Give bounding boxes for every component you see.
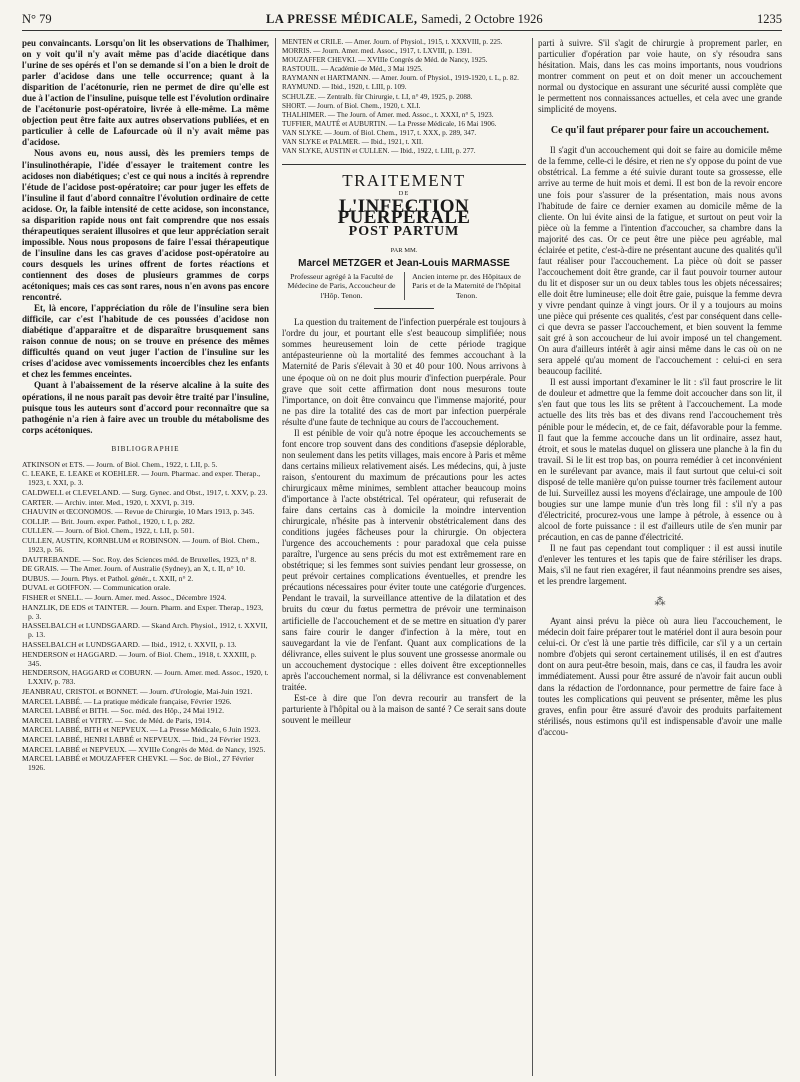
reference-item: HASSELBALCH et LUNDSGAARD. — Ibid., 1912, t. XXVII, p. 13. (22, 640, 237, 650)
reference-item: MOUZAFFER CHEVKI. — XVIIIe Congrès de Méd. de Nancy, 1925. (282, 56, 488, 65)
reference-item: RASTOUIL. — Académie de Méd., 3 Mai 1925. (282, 65, 423, 74)
article-title-top: TRAITEMENT (342, 170, 466, 190)
body-paragraph: parti à suivre. S'il s'agit de chirurgie à proprement parler, en particulier d'opération par voie haute, on s'y résoudra sans hésitation. Mais, dans les cas moins importants, nous voudrions montrer comment on peut et on doit mener un accouchement normal ou dystocique en assurant une sécurité aussi complète que le permettent nos connaissances actuelles, et cela avec une grande simplicité de moyens. (538, 38, 782, 115)
reference-item: RAYMANN et HARTMANN. — Amer. Journ. of Physiol., 1919-1920, t. L, p. 82. (282, 74, 519, 83)
title-rule (374, 308, 434, 309)
reference-item: MENTEN et CRILE. — Amer. Journ. of Physiol., 1915, t. XXXVIII, p. 225. (282, 38, 503, 46)
reference-item: HENDERSON et HAGGARD. — Journ. of Biol. Chem., 1918, t. XXXIII, p. 345. (22, 649, 257, 668)
reference-item: THALHIMER. — The Journ. of Amer. med. Assoc., t. XXXI, n° 5, 1923. (282, 110, 494, 119)
body-paragraph: Il ne faut pas cependant tout compliquer : il est aussi inutile d'enlever les tentures et les tapis que de faire stériliser les draps. Mais, s'il ne faut rien exagérer, il faut néanmoins prendre ses aises, et les prendre largement. (538, 543, 782, 587)
article-title-sub: POST PARTUM (348, 223, 460, 239)
body-paragraph: Il s'agit d'un accouchement qui doit se faire au domicile même de la femme, celle-ci le désire, et rien ne s'y oppose du point de vue obstétrical. La femme a été suivie durant toute sa grossesse, elle arrive au terme de huit mois et demi. Il est bon de la revoir encore une fois pour s'assurer de la présentation, mais nous avons l'habitude de faire ce dernier examen au domicile même de la cliente. On lui évite ainsi de la fatigue, et surtout on peut voir la pièce où la femme a l'intention d'accoucher, sa chambre dans la majorité des cas. Or ce peut être une pièce peu agréable, mal éclairée et petite, c'est-à-dire ne présentant aucune des qualités qu'il faut réaliser pour l'accouchement. La pièce où doit se passer l'accouchement doit être grande, car il faut pouvoir tourner autour du lit et disposer sur un ou deux tables tous les objets nécessaires; elle doit être lumineuse; elle doit être gaie, puisque la femme devra y vivre pendant quinze à vingt jours. Or il y a toujours au moins une pièce qui présente ces qualités, c'est par conséquent dans celle-ci que devra se passer l'accouchement, et bien souvent la femme sait gré à son accoucheur de lui avoir imposé un tel changement. On aura d'ailleurs intérêt à agir ainsi même dans le cas où on ne sera appelé qu'au moment de l'accouchement : celui-ci en sera beaucoup facilité. (538, 145, 782, 377)
running-title (266, 12, 543, 27)
column-right (538, 38, 782, 1076)
affiliation-right: Ancien interne pr. des Hôpitaux de Paris et de la Maternité de l'hôpital Tenon. (412, 272, 521, 300)
reference-item: MARCEL LABBÉ. — La pratique médicale française, Février 1926. (22, 696, 232, 706)
body-paragraph: Nous avons eu, nous aussi, dès les premiers temps de l'insulinothérapie, l'idée d'essayer le traitement contre les acidoses non diabétiques; c'est ce qui nous a incités à reprendre l'étude de l'acidose post-opératoire; car pour juger les effets de l'insuline il faut d'abord connaître l'évolution ordinaire de cette acidose. Or, la faible intensité de cette acidose, son inconstance, sa disparition rapide nous ont fait comprendre que nos essais thérapeutiques seraient illusoires et que leur appréciation serait impossible. Nous nous proposons de faire l'essai thérapeutique de l'insuline dans les cas graves d'acidose post-opératoire au cours desquels les urines offrent de fortes réactions et contiennent des doses de plusieurs grammes de corps acétoniques; mais ces cas sont rares, nous n'en avons pas encore rencontré. (22, 148, 269, 303)
reference-item: COLLIP. — Brit. Journ. exper. Pathol., 1920, t. I, p. 282. (22, 516, 195, 526)
column-divider (532, 38, 533, 1076)
reference-item: MARCEL LABBÉ et MOUZAFFER CHEVKI. — Soc. de Biol., 27 Février 1926. (22, 754, 254, 773)
reference-item: ATKINSON et ETS. — Journ. of Biol. Chem., 1922, t. LII, p. 5. (22, 459, 218, 469)
reference-item: VAN SLYKE et PALMER. — Ibid., 1921, t. XII. (282, 138, 424, 147)
body-paragraph: Et, là encore, l'appréciation du rôle de l'insuline sera bien difficile, car c'est l'habitude de ces poussées d'acidose non diabétique d'apparaître et de disparaître brusquement sans raison connue de nous; on se trouve en présence des mêmes difficultés quand on veut juger l'action de l'insuline sur les crises d'acidose avec vomissements incoercibles chez les enfants et chez les femmes enceintes. (22, 303, 269, 380)
bibliography-list (22, 460, 269, 773)
reference-item: HASSELBALCH et LUNDSGAARD. — Skand Arch. Physiol., 1912, t. XXVII, p. 13. (22, 621, 268, 640)
reference-item: MARCEL LABBÉ, HENRI LABBÉ et NEPVEUX. — Ibid., 24 Février 1923. (22, 734, 261, 744)
reference-item: JEANBRAU, CRISTOL et BONNET. — Journ. d'Urologie, Mai-Juin 1921. (22, 686, 253, 696)
affiliation-divider (404, 272, 405, 300)
reference-item: CALDWELL et CLEVELAND. — Surg. Gynec. and Obst., 1917, t. XXV, p. 23. (22, 488, 268, 498)
reference-item: VAN SLYKE, AUSTIN et CULLEN. — Ibid., 1922, t. LIII, p. 277. (282, 147, 476, 156)
column-divider (275, 38, 276, 1076)
bibliography-list-continued (282, 38, 526, 156)
article-authors: Marcel METZGER et Jean-Louis MARMASSE (298, 258, 510, 269)
reference-item: DE GRAIS. — The Amer. Journ. of Australie (Sydney), an X, t. II, n° 10. (22, 564, 246, 574)
reference-item: CULLEN. — Journ. of Biol. Chem., 1922, t. LII, p. 501. (22, 526, 195, 536)
reference-item: RAYMUND. — Ibid., 1920, t. LIII, p. 109. (282, 83, 407, 92)
article-title-main: L'INFECTION PUERPÉRALE (337, 195, 471, 228)
reference-item: SCHULZE. — Zentralb. für Chirurgie, t. LI, n° 49, 1925, p. 2088. (282, 92, 473, 101)
reference-item: MARCEL LABBÉ, BITH et NEPVEUX. — La Presse Médicale, 6 Juin 1923. (22, 725, 261, 735)
reference-item: SHORT. — Journ. of Biol. Chem., 1920, t. XLI. (282, 101, 421, 110)
reference-item: HANZLIK, DE EDS et TAINTER. — Journ. Pharm. and Exper. Therap., 1923, p. 3. (22, 602, 264, 621)
issue-date: Samedi, 2 Octobre 1926 (421, 11, 543, 26)
reference-item: CARTER. — Archiv. inter. Med., 1920, t. XXVI, p. 319. (22, 497, 195, 507)
reference-item: DUBUS. — Journ. Phys. et Pathol. génér., t. XXII, n° 2. (22, 573, 194, 583)
article-title-de: DE (398, 189, 410, 197)
body-paragraph: Est-ce à dire que l'on devra recourir au transfert de la parturiente à l'hôpital ou à la maison de santé ? Ce serait sans doute souvent le meilleur (282, 692, 526, 725)
reference-item: MARCEL LABBÉ et BITH. — Soc. méd. des Hôp., 24 Mai 1912. (22, 706, 224, 716)
issue-number: N° 79 (22, 11, 52, 26)
page-number: 1235 (756, 11, 782, 26)
journal-name: LA PRESSE MÉDICALE, (265, 11, 418, 26)
body-paragraph: Il est pénible de voir qu'à notre époque les accouchements se font encore trop souvent dans des conditions d'asepsie déplorable, non seulement dans les petits villages, mais encore à Paris et même dans certains milieux relativement aisés. Les médecins, qui, à juste raison, s'entourent du maximum de précautions pour les actes chirurgicaux même minimes, semblent attacher beaucoup moins d'importance à l'acte obstétrical. Tel opérateur, qui refuserait de faire dans certains cas à domicile la moindre intervention chirurgicale, n'hésite pas à intervenir obstétricalement dans des conditions jugées fâcheuses pour la chirurgie. On objectera l'urgence des accouchements : pour paradoxal que cela puisse paraître, l'urgence au sens précis du mot est extrêmement rare en obstétrique; si les femmes sont suivies pendant leur grossesse, on peut prévoir certaines complications éventuelles, et prendre les précautions nécessaires pour éviter toute une catégorie d'urgences. Pendant le travail, la surveillance attentive de la dilatation et des bruits du cœur du fœtus permettra de prévoir une terminaison artificielle de l'accouchement et de se mettre en situation d'y parer sans faire courir le danger d'infection à la mère, tout en sauvegardant la vie de l'enfant. Quant aux complications de la délivrance, elles suivent le plus souvent une grossesse anormale ou un accouchement dystocique : elles doivent être exceptionnelles après l'accouchement normal, si la délivrance est convenablement traitée. (282, 427, 526, 692)
body-paragraph: Quant à l'abaissement de la réserve alcaline à la suite des opérations, il ne nous paraît pas devoir être traité par l'insuline, puisque tous les auteurs sont d'accord pour reconnaître que sa pathogénie n'a rien à faire avec un trouble du métabolisme des corps acétoniques. (22, 380, 269, 435)
reference-item: DAUTREBANDE. — Soc. Roy. des Sciences méd. de Bruxelles, 1923, n° 8. (22, 554, 257, 564)
body-paragraph: Il est aussi important d'examiner le lit : s'il faut proscrire le lit de douleur et admettre que la femme doit accoucher dans son lit, il s'en faut que tous les lits se prêtent à l'accouchement. La mode actuelle des lits très bas et des divans rend l'accouchement très pénible pour le médecin, et, de ce fait, défavorable pour la femme. Il faut que la femme accouche dans un lit ordinaire, assez haut, étroit, et sous le matelas duquel on glissera une planche à la fin du travail. Si le lit est trop bas, on pourra remédier à cet inconvénient en le surélevant par avance, mais il faut surtout que celui-ci soit disposé de telle manière qu'on puisse tourner très facilement autour de lui. Surveillez aussi les moyens d'éclairage, une ampoule de 100 bougies sur une lampe munie d'un très long fil : s'il n'y a pas d'électricité, procurez-vous une lampe à pétrole, à essence ou à alcool de forte puissance : il est d'ailleurs utile de s'en munir par précaution, en cas de panne d'électricité. (538, 377, 782, 542)
reference-item: CHAUVIN et ŒCONOMOS. — Revue de Chirurgie, 10 Mars 1913, p. 345. (22, 507, 255, 517)
column-middle (282, 38, 526, 1076)
reference-item: MARCEL LABBÉ et VITRY. — Soc. de Méd. de Paris, 1914. (22, 715, 212, 725)
body-paragraph: peu convaincants. Lorsqu'on lit les observations de Thalhimer, on y voit qu'il n'y avait même pas d'acide diacétique dans l'urine de ses opérés et l'on se demande si l'on a bien le droit de parler d'acidose dans une telle occurrence; quant à la disparition de l'acétonurie, rien ne permet de dire qu'elle est due à l'action de l'insuline, puisque telle est l'évolution ordinaire de l'acétonurie post-opératoire, livrée à elle-même. La même objection peut être faite aux autres observations publiées, et en particulier à celle de Lafourcade où il n'y avait même pas d'acidose. (22, 38, 269, 148)
article-by-line: PAR MM. (390, 246, 418, 254)
reference-item: HENDERSON, HAGGARD et COBURN. — Journ. Amer. med. Assoc., 1920, t. LXXIV, p. 783. (22, 668, 269, 687)
article-separator (282, 164, 526, 165)
reference-item: FISHER et SNELL. — Journ. Amer. med. Assoc., Décembre 1924. (22, 593, 227, 603)
reference-item: VAN SLYKE. — Journ. of Biol. Chem., 1917, t. XXX, p. 289, 347. (282, 128, 477, 137)
affiliation-left: Professeur agrégé à la Faculté de Médecine de Paris, Accoucheur de l'Hôp. Tenon. (287, 272, 396, 300)
page-header (22, 8, 782, 31)
body-paragraph: La question du traitement de l'infection puerpérale est toujours à l'ordre du jour, et pourtant elle s'est beaucoup simplifiée; nous sommes heureusement loin de cette période tragique antépasteurienne où la mortalité des femmes accouchant à la Maternité de Paris s'élevait à 30 et 40 pour 100. Nous arrivons à une époque où on ne doit plus mourir d'infection puerpérale. Pour grave que soit cette affirmation dont nous mesurons toute l'importance, on doit être convaincu que l'immense majorité, pour ne pas dire la totalité des cas de mort par infection puerpérale résulte d'une faute de technique au cours de l'accouchement. (282, 317, 526, 427)
reference-item: TUFFIER, MAUTÉ et AUBURTIN. — La Presse Médicale, 16 Mai 1906. (282, 119, 497, 128)
column-left (22, 38, 269, 1076)
asterism-separator: ⁂ (654, 596, 666, 609)
reference-item: DUVAL et GOIFFON. — Communication orale. (22, 583, 171, 593)
reference-item: CULLEN, AUSTIN, KORNBLUM et ROBINSON. — Journ. of Biol. Chem., 1923, p. 56. (22, 535, 260, 555)
section-heading: Ce qu'il faut préparer pour faire un accouchement. (550, 125, 770, 137)
author-affiliations (282, 272, 526, 300)
reference-item: MORRIS. — Journ. Amer. med. Assoc., 1917, t. LXVIII, p. 1391. (282, 47, 472, 56)
bibliography-heading: BIBLIOGRAPHIE (111, 444, 180, 453)
body-paragraph: Ayant ainsi prévu la pièce où aura lieu l'accouchement, le médecin doit faire préparer tout le matériel dont il aura besoin pour celui-ci. Or c'est là une partie très difficile, car s'il y a un certain nombre d'objets qui seront certainement utilisés, il en est d'autres dont on aura peut-être besoin, mais, dans ce cas, il faudra les avoir immédiatement. Aussi pour être assuré de n'avoir fait aucun oubli dans la rédaction de l'ordonnance, pour permettre de faire face à toutes les complications qui peuvent se présenter, même les plus graves, enfin pour être assuré d'avoir des produits parfaitement stérilisés, nous estimons qu'il est indispensable d'avoir une malle d'accou- (538, 616, 782, 737)
reference-item: C. LEAKE, E. LEAKE et KOEHLER. — Journ. Pharmac. and exper. Therap., 1923, t. XXI, p. 3. (22, 469, 261, 488)
reference-item: MARCEL LABBÉ et NEPVEUX. — XVIIIe Congrès de Méd. de Nancy, 1925. (22, 744, 266, 754)
